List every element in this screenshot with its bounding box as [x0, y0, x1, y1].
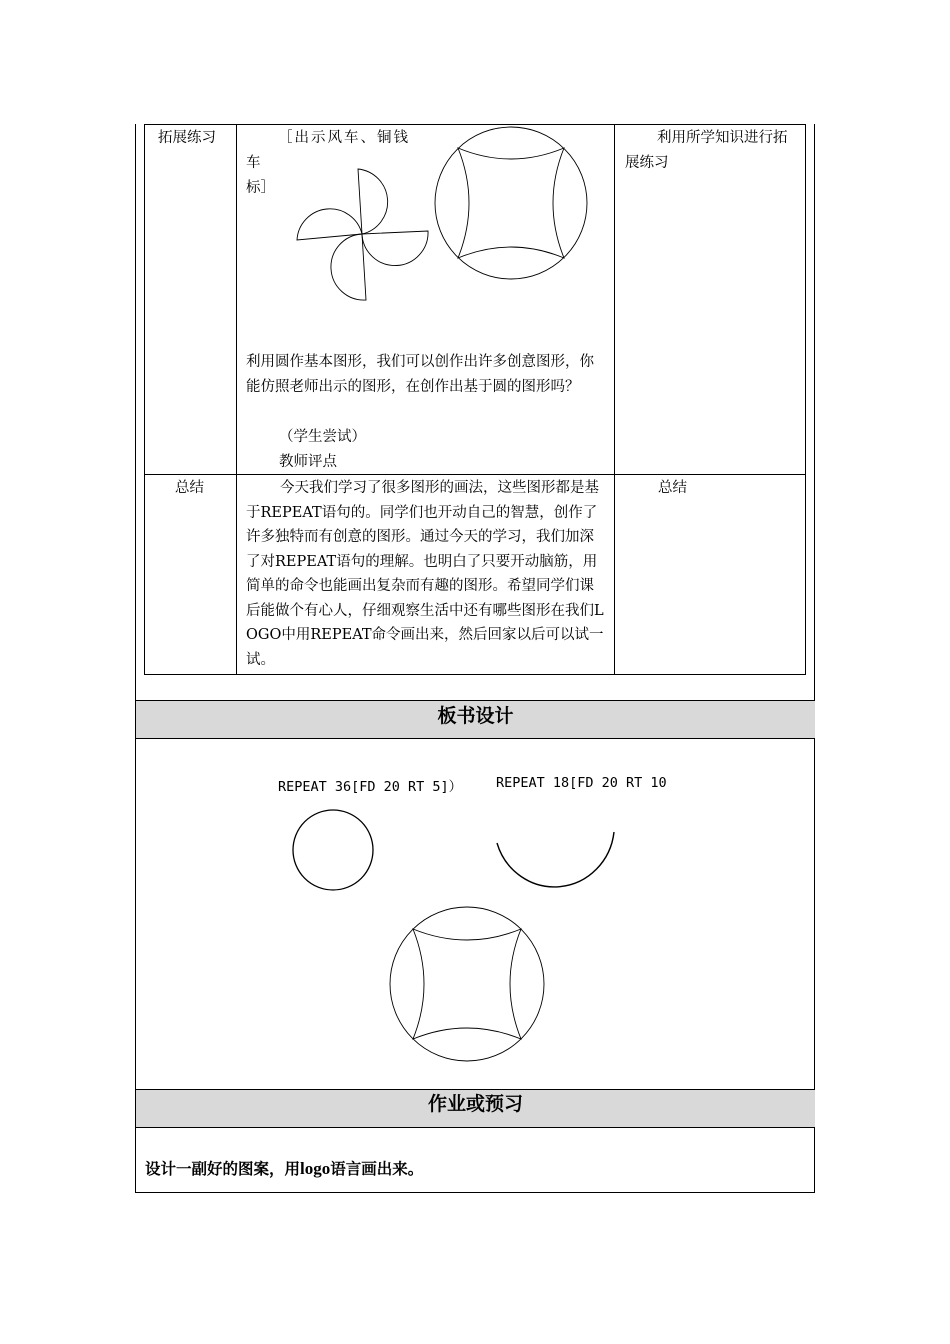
- table-col1-left: [144, 124, 145, 675]
- homework-text-logo: logo: [300, 1159, 331, 1178]
- summary-right-text: 总结: [658, 480, 687, 496]
- outer-bottom-border: [135, 1192, 815, 1193]
- teacher-review: 教师评点: [279, 454, 337, 470]
- show-line-2: 车: [246, 155, 261, 171]
- summary-label: 总结: [175, 480, 204, 496]
- table-col2-right: [614, 124, 615, 675]
- table-bottom-border: [144, 674, 806, 675]
- table-top-border: [144, 124, 806, 125]
- student-try: （学生尝试）: [279, 429, 366, 445]
- table-col3-right: [805, 124, 806, 675]
- homework-text-after: 语言画出来。: [330, 1160, 424, 1178]
- table-mid-border: [144, 474, 806, 475]
- table-col1-right: [236, 124, 237, 675]
- code-line-1: REPEAT 36[FD 20 RT 5]）: [278, 779, 463, 795]
- blackboard-title: 板书设计: [136, 700, 815, 739]
- code-line-2: REPEAT 18[FD 20 RT 10: [496, 775, 667, 791]
- outer-left-border: [135, 124, 136, 1193]
- homework-text: [145, 1157, 423, 1179]
- extension-paragraph: 利用圆作基本图形，我们可以创作出许多创意图形，你能仿照老师出示的图形，在创作出基于圆的图形吗？: [246, 354, 594, 395]
- extension-label: 拓展练习: [158, 130, 216, 146]
- summary-paragraph: 今天我们学习了很多图形的画法，这些图形都是基于REPEAT语句的。同学们也开动自己的智慧，创作了许多独特而有创意的图形。通过今天的学习，我们加深了对REPEAT语句的理解。也明白了只要开动脑筋，用简单的命令也能画出复杂而有趣的图形。希望同学们课后能做个有心人，仔细观察生活中还有哪些图形在我们LOGO中用REPEAT命令画出来，然后回家以后可以试一试。: [246, 480, 604, 668]
- outer-right-border: [814, 124, 815, 1193]
- homework-text-before: 设计一副好的图案，用: [145, 1160, 301, 1178]
- show-line-1: ［出示风车、铜钱: [278, 130, 410, 146]
- extension-right-text: 利用所学知识进行拓展练习: [625, 130, 788, 171]
- homework-title: 作业或预习: [136, 1089, 815, 1128]
- show-line-3: 标］: [246, 180, 275, 196]
